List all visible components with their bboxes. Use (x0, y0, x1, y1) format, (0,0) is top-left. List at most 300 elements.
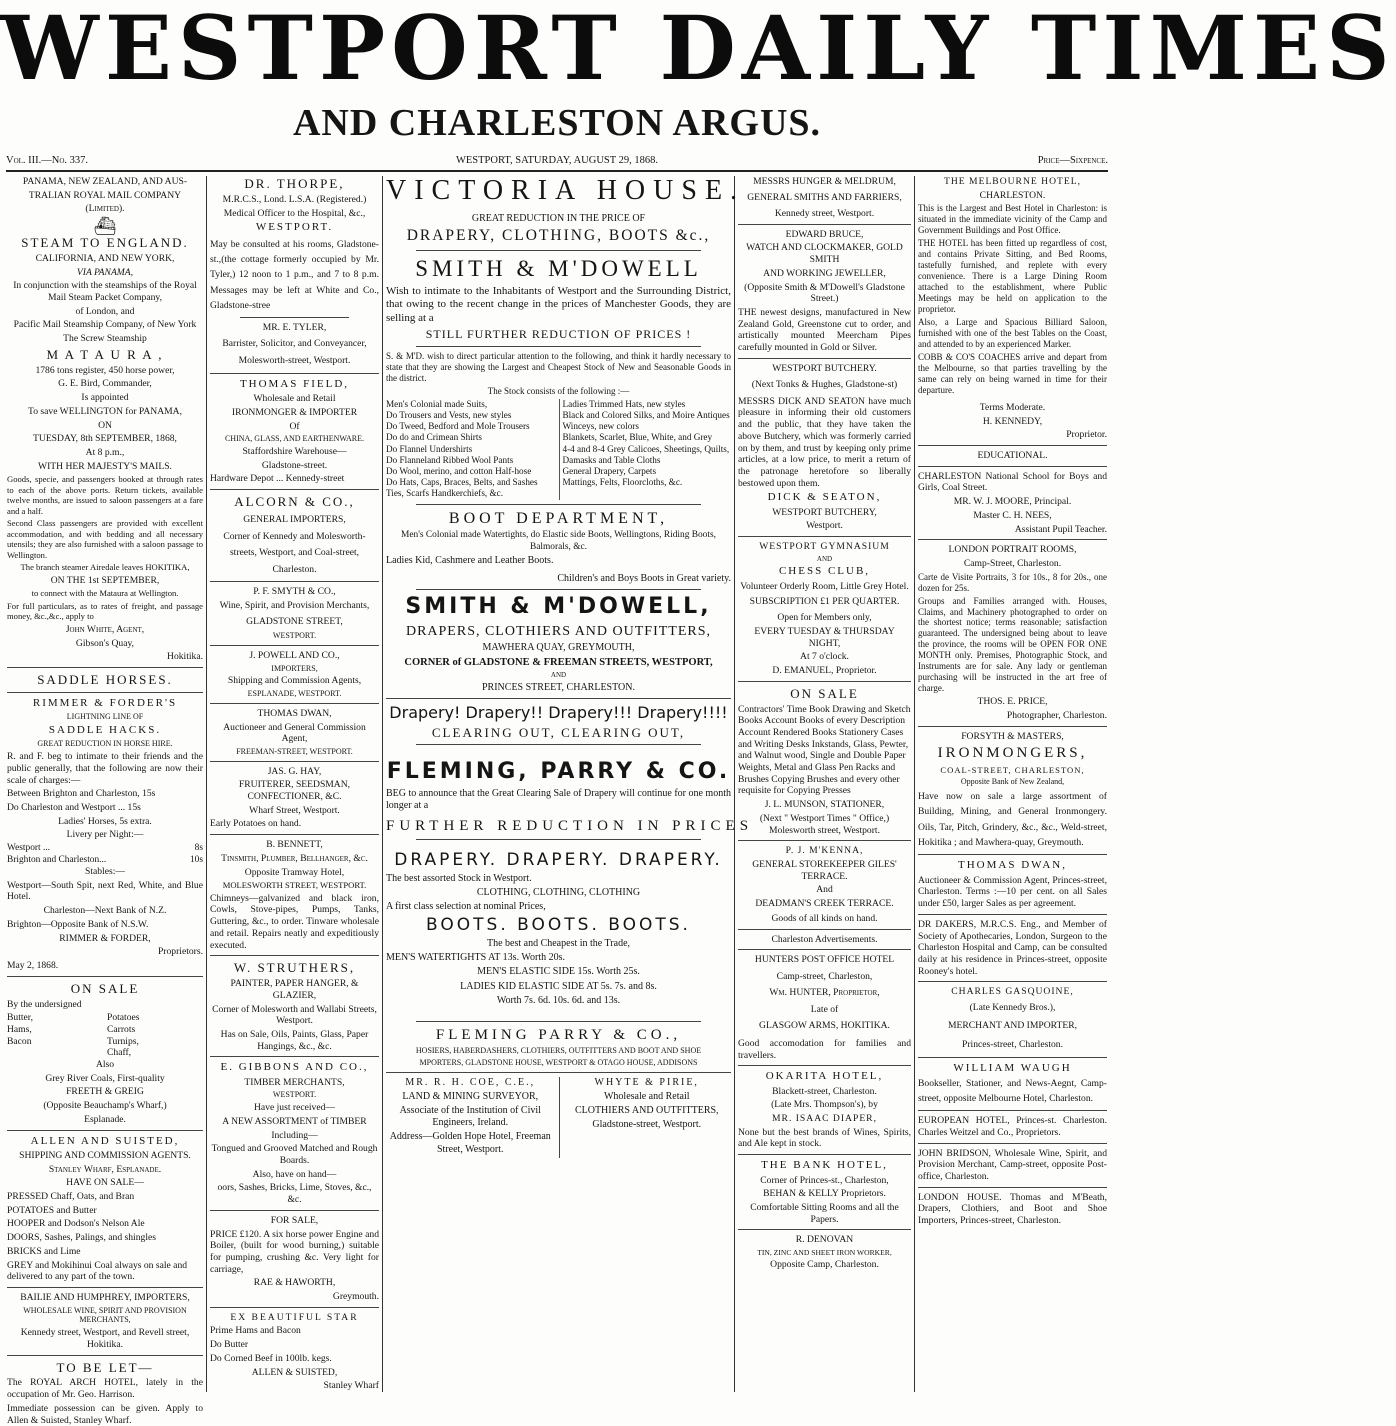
ad-divider (918, 1110, 1107, 1111)
ad-text: to connect with the Mataura at Wellington. (31, 588, 179, 599)
ad-text: May 2, 1868. (7, 959, 59, 971)
ad-heading: THOMAS DWAN, (958, 859, 1067, 872)
ad-text: Westport ... (7, 843, 50, 854)
ad-text: S. & M'D. wish to direct particular attention to the following, and think it hardly necessary to state that they are showing the Largest and Cheapest Stock of New and Seasonable Goods in the district. (386, 350, 731, 383)
ad-text: Do Charleston and Westport ... 15s (7, 801, 141, 813)
ad-divider (210, 834, 379, 835)
ad-text: TIMBER MERCHANTS, (244, 1076, 345, 1088)
ad-text: MERCHANT AND IMPORTER, (947, 1020, 1078, 1032)
ad-text: Worth 7s. 6d. 10s. 6d. and 13s. (496, 994, 621, 1006)
ad-text: TIN, ZINC AND SHEET IRON WORKER, (757, 1248, 892, 1258)
ad-text: Medical Officer to the Hospital, &c., (223, 207, 366, 219)
ad-divider (918, 726, 1107, 727)
ad-divider (7, 1130, 203, 1131)
ad-text: ALLEN & SUISTED, (251, 1366, 338, 1378)
ad-heading: CHESS CLUB, (778, 565, 871, 578)
column-1 (4, 176, 206, 1426)
list-item: Carrots (107, 1023, 136, 1035)
ad-text: WATCH AND CLOCKMAKER, GOLD SMITH (746, 242, 903, 266)
ad-text: ON (98, 419, 112, 431)
ad-text: Do Corned Beef in 100lb. kegs. (210, 1352, 332, 1364)
ad-text: Bookseller, Stationer, and News-Aegnt, Camp-street, opposite Melbourne Hotel, Charleston. (918, 1078, 1107, 1104)
ad-text: (Next Tonks & Hughes, Gladstone-st) (751, 379, 898, 391)
ad-text: LIGHTNING LINE OF (66, 712, 144, 722)
ad-text: Charleston. (272, 564, 317, 576)
ad-text: Of (289, 420, 300, 432)
ad-text: Stanley Wharf, Esplanade. (48, 1163, 162, 1175)
ad-text: LONDON HOUSE. Thomas and M'Beath, Drapers, Clothiers, and Boot and Shoe Importers, Princes-street, Charleston. (918, 1191, 1107, 1227)
ad-text: Tinsmith, Plumber, Bellhanger, &c. (221, 852, 368, 864)
list-item: Ties, Scarfs Handkerchiefs, &c. (386, 488, 504, 499)
ad-text: Immediate possession can be given. Apply to Allen & Suisted, Stanley Wharf. (7, 1402, 203, 1426)
ad-divider (210, 1307, 379, 1308)
ad-text: SHIPPING AND COMMISSION AGENTS. (19, 1149, 191, 1161)
bottom-ads (386, 1077, 731, 1158)
ad-text: Molesworth-street, Westport. (238, 355, 351, 367)
ad-divider (918, 981, 1107, 982)
ad-divider (210, 373, 379, 374)
ad-heading: DRAPERY. DRAPERY. DRAPERY. (394, 849, 723, 870)
list-item: Ladies Trimmed Hats, new styles (562, 398, 686, 409)
ad-heading: WESTPORT GYMNASIUM (759, 541, 890, 553)
ad-text: CHARLESTON National School for Boys and Girls, Coal Street. (918, 470, 1107, 494)
ad-heading: WESTPORT BUTCHERY. (772, 362, 877, 374)
ad-divider (738, 1229, 911, 1230)
ad-heading: DICK & SEATON, (767, 491, 882, 504)
ad-text: Proprietors. (157, 946, 203, 958)
ad-divider (918, 914, 1107, 915)
ad-text: Including— (271, 1129, 318, 1141)
ad-text: CLOTHING, CLOTHING, CLOTHING (476, 886, 641, 898)
list-item: Men's Colonial made Suits, (386, 398, 488, 409)
list-item: Bacon (7, 1035, 32, 1047)
ad-text: Good accomodation for families and travellers. (738, 1037, 911, 1061)
ad-text: TRALIAN ROYAL MAIL COMPANY (28, 189, 182, 201)
ad-text: CORNER of GLADSTONE & FREEMAN STREETS, WESTPORT, (404, 656, 713, 668)
ad-text: Wish to intimate to the Inhabitants of Westport and the Surrounding District, that owing to the recent change in the prices of Manchester Goods, they are selling at a (386, 284, 731, 324)
ad-divider (416, 839, 701, 840)
ad-text: H. KENNEDY, (982, 415, 1043, 427)
ad-text: Have now on sale a large assortment of Building, Mining, and General Ironmongery. Oils, Tar, Pitch, Grindery, &c., &c., Weld-street, Hokitika ; and Mawhera-quay, Greymouth. (918, 790, 1107, 848)
ad-text: MOLESWORTH STREET, WESTPORT. (222, 880, 367, 891)
ad-divider (416, 346, 701, 347)
ad-heading: STEAM TO ENGLAND. (21, 235, 189, 251)
ad-text: Opposite Bank of New Zealand, (960, 777, 1065, 787)
ad-divider (738, 224, 911, 225)
ad-heading: ON SALE (70, 980, 140, 996)
ad-text: 8s (194, 843, 203, 854)
ad-text: Esplanade. (84, 1113, 126, 1125)
ad-text: Second Class passengers are provided with excellent accommodation, and with bedding and all necessary utensils; they are also furnished with a saloon passage to Wellington. (7, 518, 203, 560)
ad-text: JOHN BRIDSON, Wholesale Wine, Spirit, and Provision Merchant, Camp-street, opposite Post-office, Charleston. (918, 1147, 1107, 1182)
ad-text: Terms Moderate. (979, 401, 1046, 413)
ad-text: Also (95, 1059, 115, 1071)
ad-divider (7, 1355, 203, 1356)
ad-divider (386, 698, 731, 699)
ad-text: Gibson's Quay, (75, 637, 135, 649)
ad-text: THE HOTEL has been fitted up regardless of cost, and contains Private Sitting, and Bed Rooms, tastefully furnished, and replete with every convenience. There is a Large Dining Room attached to the establishment, where Public Meetings may be held on application to the proprietor. (918, 238, 1107, 315)
ad-divider (918, 854, 1107, 855)
ad-text: Wholesale and Retail (253, 393, 336, 405)
ad-text: IMPORTERS, (271, 663, 318, 673)
ad-divider (210, 489, 379, 490)
ad-heading: CLEARING OUT, CLEARING OUT, (431, 724, 686, 740)
ad-text: GENERAL IMPORTERS, (243, 514, 346, 526)
newspaper-subtitle: AND CHARLESTON ARGUS. (292, 102, 822, 144)
ad-text: May be consulted at his rooms, Gladstone-st.,(the cottage formerly occupied by Mr. Tyler,) 12 noon to 1 p.m., and 7 to 8 p.m. Messages may be left at White and Co., Gladstone-stree (210, 238, 379, 312)
list-item: Do Flannel Undershirts (386, 443, 473, 454)
ad-divider (738, 840, 911, 841)
ad-text: Groups and Families arranged with. Houses, Claims, and Machinery photographed to order on the shortest notice; terms reasonable; satisfaction guaranteed. The undersigned being about to leave the province, the rooms will be OPEN FOR ONE MONTH only. Premises, Photographic Stock, and Instruments are for sale. Any lady or gentleman purchasing will be instructed in the art free of charge. (918, 595, 1107, 694)
ad-text: FREETH & GREIG (66, 1086, 144, 1098)
ad-text: For full particulars, as to rates of freight, and passage money, &c.,&c., apply to (7, 600, 203, 622)
ad-text: POTATOES and Butter (7, 1204, 97, 1216)
ad-divider (738, 681, 911, 682)
ad-heading: JAS. G. HAY, (267, 765, 322, 777)
ad-text: PRICE £120. A six horse power Engine and Boiler, (built for wood burning,) suitable for pumping, crushing &c. Very light for carriage, (210, 1228, 379, 1275)
volume-number: Vol. III.—No. 337. (6, 155, 89, 166)
ad-text: (Limited). (85, 203, 125, 215)
list-item: Do Flanneland Ribbed Wool Pants (386, 454, 514, 465)
ad-heading: EX BEAUTIFUL STAR (230, 1311, 359, 1323)
ad-text: John White, Agent, (65, 623, 145, 635)
ad-text: STILL FURTHER REDUCTION OF PRICES ! (425, 327, 692, 342)
ad-divider (918, 445, 1107, 446)
ad-heading: THE MELBOURNE HOTEL, (944, 176, 1081, 187)
goods-list (7, 1012, 203, 1059)
ad-text: Also, a Large and Spacious Billiard Saloon, furnished with one of the best Tables on the Coast, and attended to by an experienced Marker. (918, 317, 1107, 350)
ad-divider (210, 955, 379, 956)
ad-divider (738, 536, 911, 537)
ad-heading: P. J. M'KENNA, (785, 845, 864, 857)
ad-text: Prime Hams and Bacon (210, 1325, 301, 1337)
ad-heading: MR. R. H. COE, C.E., (405, 1076, 536, 1088)
ad-text: WESTPORT. (272, 1090, 317, 1100)
ad-heading: MR. E. TYLER, (262, 322, 327, 334)
ad-text: Auctioneer & Commission Agent, Princes-street, Charleston. Terms :—10 per cent. on all Sales under £50, larger Sales as per agreement. (918, 874, 1107, 910)
ad-text: GENERAL SMITHS AND FARRIERS, (747, 191, 902, 203)
ad-heading: SMITH & M'DOWELL (415, 255, 702, 281)
ad-text: Wharf Street, Westport. (249, 804, 340, 816)
ad-heading: Drapery! Drapery!! Drapery!!! Drapery!!!! (389, 703, 728, 723)
list-item: Mattings, Felts, Floorcloths, &c. (562, 477, 683, 488)
ad-heading: B. BENNETT, (266, 839, 323, 851)
list-item: Black and Colored Silks, and Moire Antiques (562, 409, 730, 420)
ad-text: LADIES KID ELASTIC SIDE AT 5s. 7s. and 8s. (460, 980, 657, 992)
ad-text: Assistant Pupil Teacher. (1014, 523, 1107, 535)
ad-text: GLADSTONE STREET, (246, 615, 343, 627)
ad-text: GREY and Mokihinui Coal always on sale and delivered to any part of the town. (7, 1259, 188, 1283)
ad-text: ESPLANADE, WESTPORT. (247, 689, 342, 699)
masthead (0, 0, 1396, 160)
ad-text: THE newest designs, manufactured in New Zealand Gold, Greenstone cut to order, and artistically mounted Meercham Pipes carefully mounted in Gold or Silver. (738, 306, 911, 354)
ad-text: Camp-street, Charleston, (776, 970, 873, 982)
ad-divider (918, 466, 1107, 467)
list-item: Potatoes (107, 1012, 140, 1024)
column-2 (207, 176, 382, 1394)
ad-text: Late of (810, 1003, 839, 1015)
ad-text: Between Brighton and Charleston, 15s (7, 788, 156, 800)
ad-text: Children's and Boys Boots in Great variety. (557, 573, 731, 585)
steamship-icon: ⛴ (93, 216, 117, 237)
ad-text: Gladstone-street, Westport. (592, 1119, 702, 1131)
ad-text: Westport—South Spit, next Red, White, and Blue Hotel. (7, 879, 203, 903)
ad-text: COBB & CO'S COACHES arrive and depart from the Melbourne, so that parties travelling by the same can rely on being warned in time for their departure. (918, 352, 1107, 395)
ad-divider (210, 703, 379, 704)
ad-text: Volunteer Orderly Room, Little Grey Hotel. (740, 580, 909, 592)
ad-text: MR. ISAAC DIAPER, (772, 1113, 877, 1125)
ad-text: DEADMAN'S CREEK TERRACE. (755, 898, 894, 910)
ad-text: Men's Colonial made Watertights, do Elastic side Boots, Wellingtons, Riding Boots, Balmorals, &c. (401, 530, 716, 552)
ad-text: GENERAL STOREKEEPER GILES' TERRACE. (752, 859, 897, 882)
ad-text: IRONMONGER & IMPORTER (231, 406, 358, 418)
ad-text: COAL-STREET, CHARLESTON, (940, 764, 1085, 775)
dateline (6, 152, 1108, 172)
ad-divider (210, 645, 379, 646)
livery-table (7, 843, 203, 866)
ad-text: Photographer, Charleston. (1006, 709, 1107, 721)
column-5 (915, 176, 1110, 1394)
ad-heading: FURTHER REDUCTION IN PRICES (386, 817, 754, 834)
list-item: General Drapery, Carpets (562, 465, 657, 476)
ad-text: A first class selection at nominal Prices, (386, 901, 546, 913)
ad-text: GREAT REDUCTION IN THE PRICE OF (471, 212, 646, 224)
ad-divider (7, 1287, 203, 1288)
ad-text: ON THE 1st SEPTEMBER, (50, 574, 160, 586)
ad-text: MEN'S ELASTIC SIDE 15s. Worth 25s. (477, 966, 640, 978)
ad-heading: TO BE LET— (56, 1359, 154, 1375)
ad-text: The best and Cheapest in the Trade, (486, 937, 631, 949)
ad-divider (210, 581, 379, 582)
ad-text: Ladies' Horses, 5s extra. (58, 815, 152, 827)
ad-text: Gladstone-street. (261, 459, 328, 471)
ad-text: EUROPEAN HOTEL, Princes-st. Charleston. Charles Weitzel and Co., Proprietors. (918, 1115, 1107, 1138)
ad-heading: CHARLES GASQUOINE, (951, 986, 1074, 998)
ad-text: Wholesale and Retail (603, 1090, 690, 1102)
ad-text: At 7 o'clock. (800, 651, 849, 663)
ad-divider (210, 1210, 379, 1211)
ad-text: RAE & HAWORTH, (253, 1277, 336, 1289)
ad-heading: DRAPERS, CLOTHIERS AND OUTFITTERS, (405, 624, 712, 640)
ad-text: Wm. HUNTER, Proprietor, (769, 987, 880, 999)
ad-text: Brighton and Charleston... (7, 854, 107, 865)
ad-text: In conjunction with the steamships of the Royal Mail Steam Packet Company, (13, 280, 197, 304)
ad-text: J. L. MUNSON, STATIONER, (764, 799, 885, 811)
ad-heading: DR. THORPE, (244, 176, 345, 191)
list-item: Hams, (7, 1023, 32, 1035)
ad-heading: BOOTS. BOOTS. BOOTS. (426, 915, 691, 936)
ad-text: PANAMA, NEW ZEALAND, AND AUS- (22, 176, 188, 187)
ad-divider (210, 1056, 379, 1057)
ad-text: LAND & MINING SURVEYOR, (402, 1090, 539, 1102)
ad-text: GLASGOW ARMS, HOKITIKA. (759, 1020, 890, 1032)
ad-text: AND (550, 671, 567, 680)
ad-divider (918, 1057, 1107, 1058)
ad-text: The ROYAL ARCH HOTEL, lately in the occupation of Mr. Geo. Harrison. (7, 1377, 203, 1401)
ad-text: M.R.C.S., Lond. L.S.A. (Registered.) (222, 193, 367, 205)
ad-text: Hokitika. (167, 651, 203, 663)
ad-text: DOORS, Sashes, Palings, and shingles (7, 1232, 156, 1244)
ad-text: Corner of Princes-st., Charleston, (760, 1174, 889, 1186)
ad-text: THOS. E. PRICE, (977, 696, 1048, 708)
column-3 (383, 175, 754, 1394)
ad-heading: W. STRUTHERS, (233, 960, 356, 976)
ad-text: WESTPORT. (272, 631, 317, 641)
ad-heading: SMITH & M'DOWELL, (405, 594, 712, 620)
ad-text: The best assorted Stock in Westport. (386, 872, 532, 884)
ad-text: WHOLESALE WINE, SPIRIT AND PROVISION MERCHANTS, (23, 1305, 187, 1325)
ad-divider (738, 1065, 911, 1066)
ad-heading: E. GIBBONS AND CO., (220, 1061, 369, 1074)
list-item: 4-4 and 8-4 Grey Calicoes, Sheetings, Quilts, Damasks and Table Cloths (562, 443, 730, 465)
ad-heading: MESSRS HUNGER & MELDRUM, (753, 176, 896, 187)
ad-heading: SADDLE HACKS. (48, 724, 162, 737)
ad-text: Address—Golden Hope Hotel, Freeman Street, Westport. (389, 1131, 551, 1155)
ad-text: Barrister, Solicitor, and Conveyancer, (222, 338, 367, 350)
ad-heading: FORSYTH & MASTERS, (961, 730, 1064, 742)
ad-divider (240, 317, 349, 318)
issue-price: Price—Sixpence. (1037, 155, 1108, 166)
ad-text: 1786 tons register, 450 horse power, (35, 364, 175, 376)
ad-text: (Late Mrs. Thompson's), by (771, 1099, 878, 1111)
ad-text: Have just received— (254, 1102, 335, 1114)
ad-heading: DRAPERY, CLOTHING, BOOTS &c., (406, 226, 711, 244)
ad-divider (918, 539, 1107, 540)
ad-text: Westport. (806, 520, 843, 532)
ad-heading: ALLEN AND SUISTED, (30, 1134, 180, 1147)
ad-text: Proprietor. (1066, 429, 1107, 441)
issue-date: WESTPORT, SATURDAY, AUGUST 29, 1868. (455, 155, 658, 166)
ad-text: Ladies Kid, Cashmere and Leather Boots. (386, 555, 554, 567)
ad-text: WITH HER MAJESTY'S MAILS. (38, 460, 172, 472)
ad-text: Shipping and Commission Agents, (227, 675, 362, 687)
ad-text: Staffordshire Warehouse— (242, 446, 347, 458)
ad-text: Opposite Camp, Charleston. (770, 1259, 879, 1271)
ad-text: At 8 p.m., (85, 446, 125, 458)
ad-text: Greymouth. (332, 1291, 379, 1303)
ad-text: CHARLESTON. (979, 189, 1046, 201)
ad-text: Hardware Depot ... Kennedy-street (210, 473, 345, 485)
ad-heading: WHYTE & PIRIE, (594, 1076, 699, 1088)
ad-text: RIMMER & FORDER, (59, 932, 151, 944)
list-item: Turnips, (107, 1035, 139, 1047)
ad-text: PRINCES STREET, CHARLESTON. (482, 681, 635, 693)
ad-heading: THE BANK HOTEL, (761, 1159, 888, 1172)
section-heading: EDUCATIONAL. (977, 449, 1048, 461)
ad-text: (Opposite Smith & M'Dowell's Gladstone Street.) (744, 281, 905, 305)
ad-text: The Screw Steamship (63, 333, 147, 345)
ad-text: of London, and (75, 305, 135, 317)
section-heading: Charleston Advertisements. (771, 933, 878, 945)
ad-text: HOOPER and Dodson's Nelson Ale (7, 1218, 145, 1230)
ad-text: MPORTERS, GLADSTONE HOUSE, WESTPORT & OTAGO HOUSE, ADDISONS (419, 1057, 698, 1067)
ad-text: Stanley Wharf (323, 1380, 379, 1392)
ad-text: The branch steamer Airedale leaves HOKITIKA, (20, 562, 190, 573)
ad-divider (416, 504, 701, 505)
ad-text: MAWHERA QUAY, GREYMOUTH, (482, 642, 635, 654)
ad-text: MESSRS DICK AND SEATON have much pleasure in informing their old customers and the public, that they have taken the above Butchery, which was formerly carried on by them, and trust by keeping only prime articles, at a low price, to merit a return of the patronage heretofore so liberally bestowed upon them. (738, 395, 911, 489)
ad-text: Auctioneer and General Commission Agent, (223, 721, 366, 745)
ad-text: The Stock consists of the following :— (487, 385, 630, 396)
ad-text: To save WELLINGTON for PANAMA, (28, 405, 182, 417)
ad-heading: LONDON PORTRAIT ROOMS, (948, 544, 1077, 556)
ad-heading: WILLIAM WAUGH (953, 1061, 1072, 1074)
ad-divider (386, 1072, 731, 1073)
ad-text: CLOTHIERS AND OUTFITTERS, (574, 1105, 719, 1117)
ad-text: oors, Sashes, Bricks, Lime, Stoves, &c., &c. (217, 1182, 372, 1206)
ad-heading: FOR SALE, (270, 1214, 319, 1226)
ad-text: VIA PANAMA, (76, 266, 134, 278)
ad-text: Comfortable Sitting Rooms and all the Papers. (750, 1202, 899, 1225)
ad-text: Livery per Night:— (66, 829, 144, 841)
ad-divider (416, 1021, 701, 1022)
ad-text: Tongued and Grooved Matched and Rough Boards. (211, 1143, 378, 1167)
ad-divider (416, 744, 701, 745)
ad-heading: BAILIE AND HUMPHREY, IMPORTERS, (20, 1291, 190, 1303)
ad-divider (210, 761, 379, 762)
ad-text: Master C. H. NEES, (973, 509, 1052, 521)
ad-divider (416, 250, 701, 251)
ad-text: Carte de Visite Portraits, 3 for 10s., 8 for 20s., one dozen for 25s. (918, 571, 1107, 593)
ad-heading: VICTORIA HOUSE. (386, 175, 746, 206)
ad-text: AND WORKING JEWELLER, (763, 267, 886, 279)
ad-divider (738, 358, 911, 359)
list-item: Do Hats, Caps, Braces, Belts, and Sashes (386, 477, 538, 488)
ad-text: By the undersigned (7, 998, 82, 1010)
ad-heading: SADDLE HORSES. (37, 672, 173, 687)
ad-heading: R. DENOVAN (795, 1234, 854, 1246)
ad-text: SUBSCRIPTION £1 PER QUARTER. (749, 596, 900, 608)
ad-text: Princes-street, Charleston. (962, 1038, 1063, 1050)
ad-heading: ON SALE (790, 685, 859, 701)
ad-heading: THOMAS DWAN, (257, 707, 332, 719)
ad-text: Early Potatoes on hand. (210, 818, 302, 830)
ad-text: TUESDAY, 8th SEPTEMBER, 1868, (33, 433, 177, 445)
ad-text: Open for Members only, (777, 612, 872, 624)
ad-text: Pacific Mail Steamship Company, of New York (13, 319, 197, 331)
ad-text: Corner of Kennedy and Molesworth-streets, Westport, and Coal-street, (223, 531, 366, 558)
ad-text: PAINTER, PAPER HANGER, & GLAZIER, (230, 978, 359, 1001)
ad-text: Is appointed (81, 392, 129, 404)
ad-text: Kennedy street, Westport, and Revell street, Hokitika. (20, 1327, 190, 1350)
ad-text: R. and F. beg to intimate to their friends and the public generally, that the following are now their scale of charges:— (7, 751, 203, 786)
ad-text: AND (816, 554, 833, 563)
ad-divider (738, 929, 911, 930)
ad-text: MR. W. J. MOORE, Principal. (953, 496, 1072, 508)
ad-text: Corner of Molesworth and Wallabi Streets, Westport. (212, 1003, 377, 1027)
ad-heading: THOMAS FIELD, (239, 377, 350, 390)
list-item: Do Tweed, Bedford and Mole Trousers (386, 421, 530, 432)
ad-text: Grey River Coals, First-quality (45, 1072, 165, 1084)
ad-text: Kennedy street, Westport. (774, 208, 875, 219)
ad-text: DR DAKERS, M.R.C.S. Eng., and Member of Society of Apothecaries, London, Surgeon to the Charleston Hospital and Camp, can be consulted daily at his residence in Princes-street, opposite Rooney's hotel. (918, 918, 1107, 977)
ad-text: EVERY TUESDAY & THURSDAY NIGHT, (754, 625, 895, 649)
list-item: Chaff, (107, 1047, 132, 1059)
ad-text: Charleston—Next Bank of N.Z. (43, 905, 167, 917)
ad-divider (918, 1143, 1107, 1144)
list-item: Winceys, new colors (562, 421, 639, 432)
ad-heading: J. POWELL AND CO., (249, 649, 340, 661)
ad-text: Chimneys—galvanized and black iron, Cowls, Stove-pipes, Pumps, Tanks, Guttering, &c., to order. Tinware wholesale and retail. Repairs neatly and expeditiously executed. (210, 892, 379, 951)
ad-text: WESTPORT BUTCHERY, (772, 506, 877, 518)
ad-heading: BOOT DEPARTMENT, (448, 509, 669, 527)
ad-text: GREAT REDUCTION IN HORSE HIRE. (37, 739, 173, 749)
ad-text: CHINA, GLASS, AND EARTHENWARE. (224, 434, 365, 444)
ad-text: BEHAN & KELLY Proprietors. (763, 1188, 886, 1200)
ad-text: A NEW ASSORTMENT of TIMBER (222, 1115, 367, 1127)
ad-heading: ALCORN & CO., (234, 494, 355, 510)
ship-name: M A T A U R A , (46, 346, 164, 362)
